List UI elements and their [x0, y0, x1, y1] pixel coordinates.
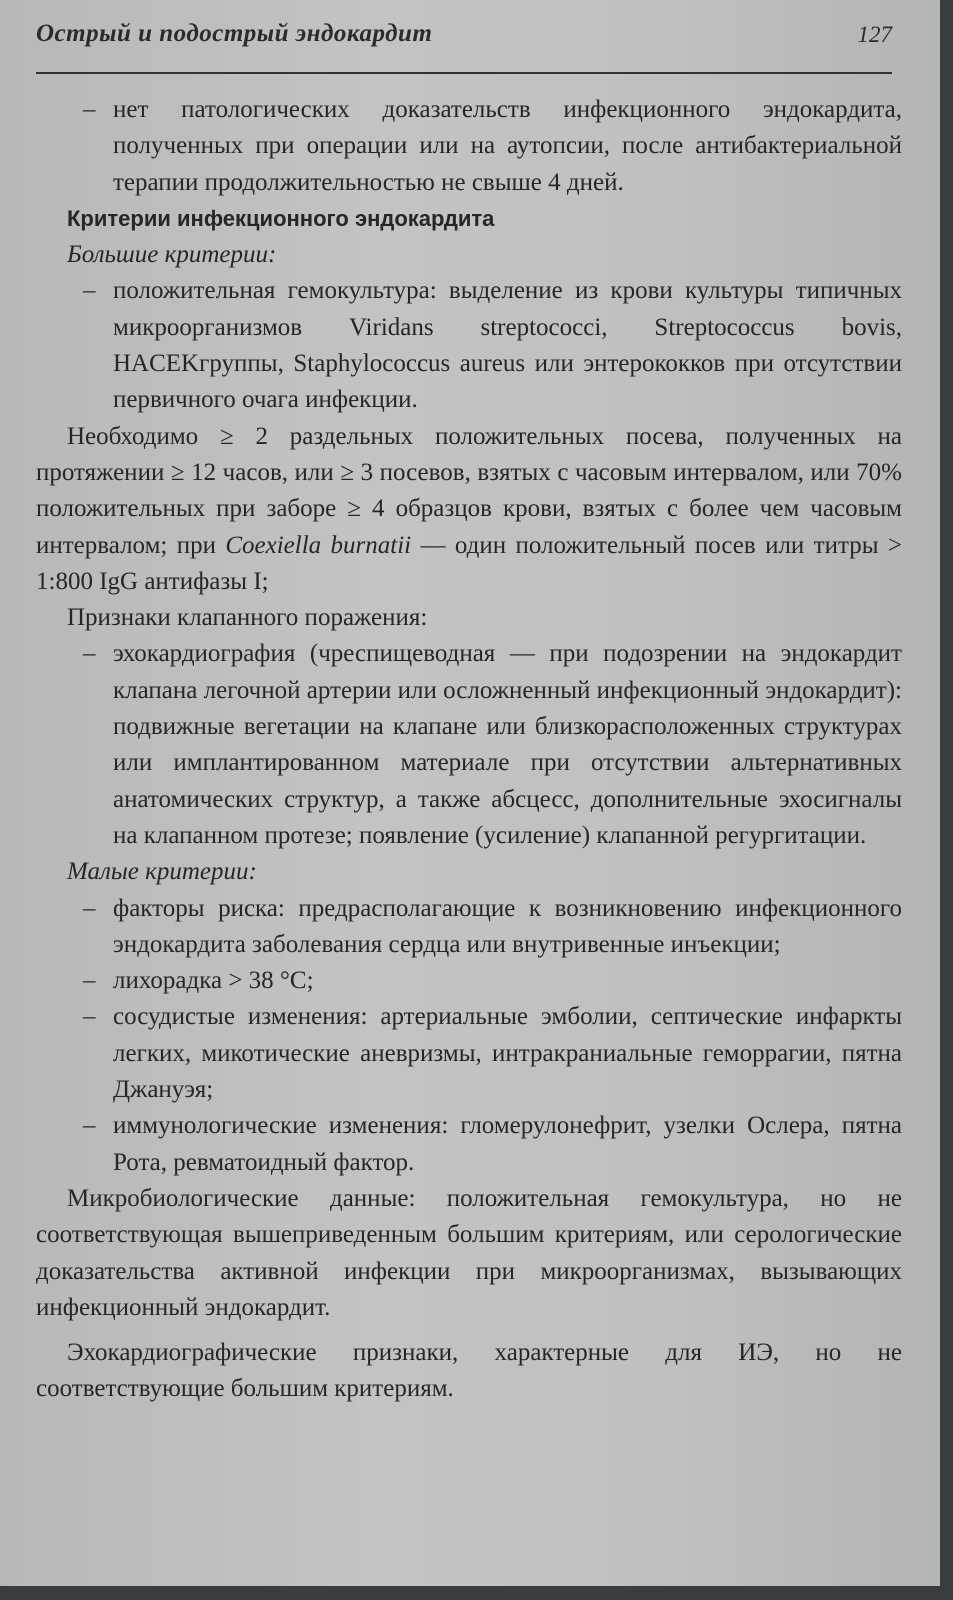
running-title: Острый и подострый эндокардит: [36, 20, 433, 47]
paragraph-echo-signs: Эхокардиографические признаки, характерные для ИЭ, но не соответствующие большим критериям.: [36, 1339, 902, 1403]
paragraph-text: Необходимо ≥ 2 раздельных положительных посева, полученных на протяжении ≥ 12 часов, или ≥ 3 посевов, взятых с часовым интервалом, или 70% положительных при заборе ≥ 4 образцов крови, взятых с более чем часовым интервалом; при: [36, 422, 902, 559]
section-heading: Критерии инфекционного эндокардита: [67, 205, 495, 231]
paragraph-necessary: [36, 419, 902, 600]
paragraph-microbiology: Микробиологические данные: положительная гемокультура, но не соответствующая вышеприведенным большим критериям, или серологические доказательства активной инфекции при микроорганизмах, вызывающих инфекционный эндокардит.: [36, 1184, 902, 1321]
paragraph-gap: [36, 1326, 902, 1335]
list-item-text: эхокардиография (чреспищеводная — при подозрении на эндокардит клапана легочной артерии или осложненный инфекционный эндокардит): подвижные вегетации на клапане или близкорасположенных структурах или имплантированном материале при отсутствии альтернативных анатомических структур, а также абсцесс, дополнительные эхосигналы на клапанном протезе; появление (усиление) клапанной регургитации.: [113, 640, 902, 849]
list-item-text: положительная гемокультура: выделение из крови культуры типичных микроорганизмов Viridans streptococci, Streptococcus bovis, HACEKгруппы, Staphylococcus aureus или энтерококков при отсутствии первичного очага инфекции.: [113, 277, 902, 414]
page-body: [36, 92, 902, 1408]
paragraph-text: — один положительный посев или титры > 1:800 IgG антифазы I;: [36, 531, 902, 595]
dash-marker: –: [83, 1003, 96, 1031]
list-item-text: нет патологических доказательств инфекционного эндокардита, полученных при операции или на аутопсии, после антибактериальной терапии продолжительностью не свыше 4 дней.: [113, 96, 902, 196]
dash-marker: –: [83, 640, 96, 668]
dash-marker: –: [83, 967, 96, 995]
list-item-text: факторы риска: предрасполагающие к возникновению инфекционного эндокардита заболевания сердца или внутривенные инъекции;: [113, 894, 902, 958]
running-header: [36, 10, 892, 74]
list-item: [36, 963, 902, 999]
list-item: [36, 1108, 902, 1181]
list-item: [36, 273, 902, 418]
list-item: [36, 999, 902, 1108]
major-criteria-heading: Большие критерии:: [67, 241, 277, 269]
minor-criteria-heading: Малые критерии:: [67, 858, 257, 886]
list-item: [36, 636, 902, 854]
list-item-text: сосудистые изменения: артериальные эмболии, септические инфаркты легких, микотические аневризмы, интракраниальные геморрагии, пятна Джануэя;: [113, 1003, 902, 1104]
dash-marker: –: [83, 277, 96, 305]
page-number: 127: [857, 22, 892, 47]
dash-marker: –: [83, 1112, 96, 1140]
dash-marker: –: [83, 96, 96, 123]
list-item: [36, 891, 902, 964]
list-item-text: лихорадка > 38 °С;: [113, 967, 314, 995]
list-item: [36, 92, 902, 201]
valve-signs-heading: Признаки клапанного поражения:: [67, 604, 428, 632]
list-item-text: иммунологические изменения: гломерулонефрит, узелки Ослера, пятна Рота, ревматоидный фактор.: [113, 1112, 902, 1176]
organism-name: Coexiella burnatii: [225, 531, 412, 559]
dash-marker: –: [83, 894, 96, 922]
